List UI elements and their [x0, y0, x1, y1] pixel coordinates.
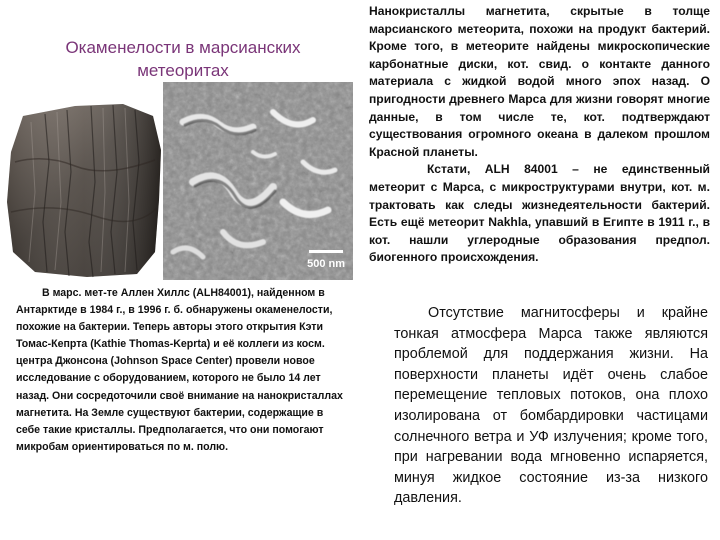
right-column-bottom: [394, 303, 708, 509]
right-column-top: [369, 3, 710, 267]
paragraph-atmosphere: Отсутствие магнитосферы и крайне тонкая атмосфера Марса также являются проблемой для поддержания жизни. На поверхности планеты идёт очень слабое перемещение тепловых потоков, она плохо изолирована от бомбардировки частицами солнечного ветра и УФ излучения; кроме того, при нагревании вода мгновенно испаряется, минуя жидкое состояние из-за низкого давления.: [394, 305, 708, 507]
paragraph-nakhla: Кстати, ALH 84001 – не единственный метеорит с Марса, с микроструктурами внутри, кот. м. трактовать как следы жизнедеятельности бактерий. Есть ещё метеорит Nakhla, упавший в Египте в 1911 г., в кот. нашли углеродные образования предпол. биогенного происхождения.: [369, 162, 710, 265]
image-caption: [16, 285, 344, 456]
bacteria-like-micrograph: [163, 82, 353, 280]
page-title: Окаменелости в марсианских метеоритах: [65, 38, 301, 80]
images-block: [5, 82, 352, 282]
paragraph-magnetite: Нанокристаллы магнетита, скрытые в толще марсианского метеорита, похожи на продукт бактерий. Кроме того, в метеорите найдены микроскопические карбонатные диски, кот. свид. о контакте данного материала с жидкой водой много эпох назад. О пригодности древнего Марса для жизни говорят многие данные, в том числе те, кот. подтверждают существования огромного океана в далеком прошлом Красной планеты.: [369, 4, 710, 159]
scale-bar-label: 500 nm: [307, 258, 345, 270]
caption-text: В марс. мет-те Аллен Хиллс (ALH84001), найденном в Антарктиде в 1984 г., в 1996 г. б. обнаружены окаменелости, похожие на бактерии. Теперь авторы этого открытия Кэти Томас-Кепрта (Kathie Thomas-Keprta) и её коллеги из косм. центра Джонсона (Johnson Space Center) провели новое исследование с оборудованием, которого не было 14 лет назад. Они сосредоточили своё внимание на нанокристаллах магнетита. На Земле существуют бактерии, содержащие в себе такие кристаллы. Предполагается, что они помогают микробам ориентироваться по м. полю.: [16, 287, 343, 453]
meteorite-rock-photo: [5, 102, 165, 278]
